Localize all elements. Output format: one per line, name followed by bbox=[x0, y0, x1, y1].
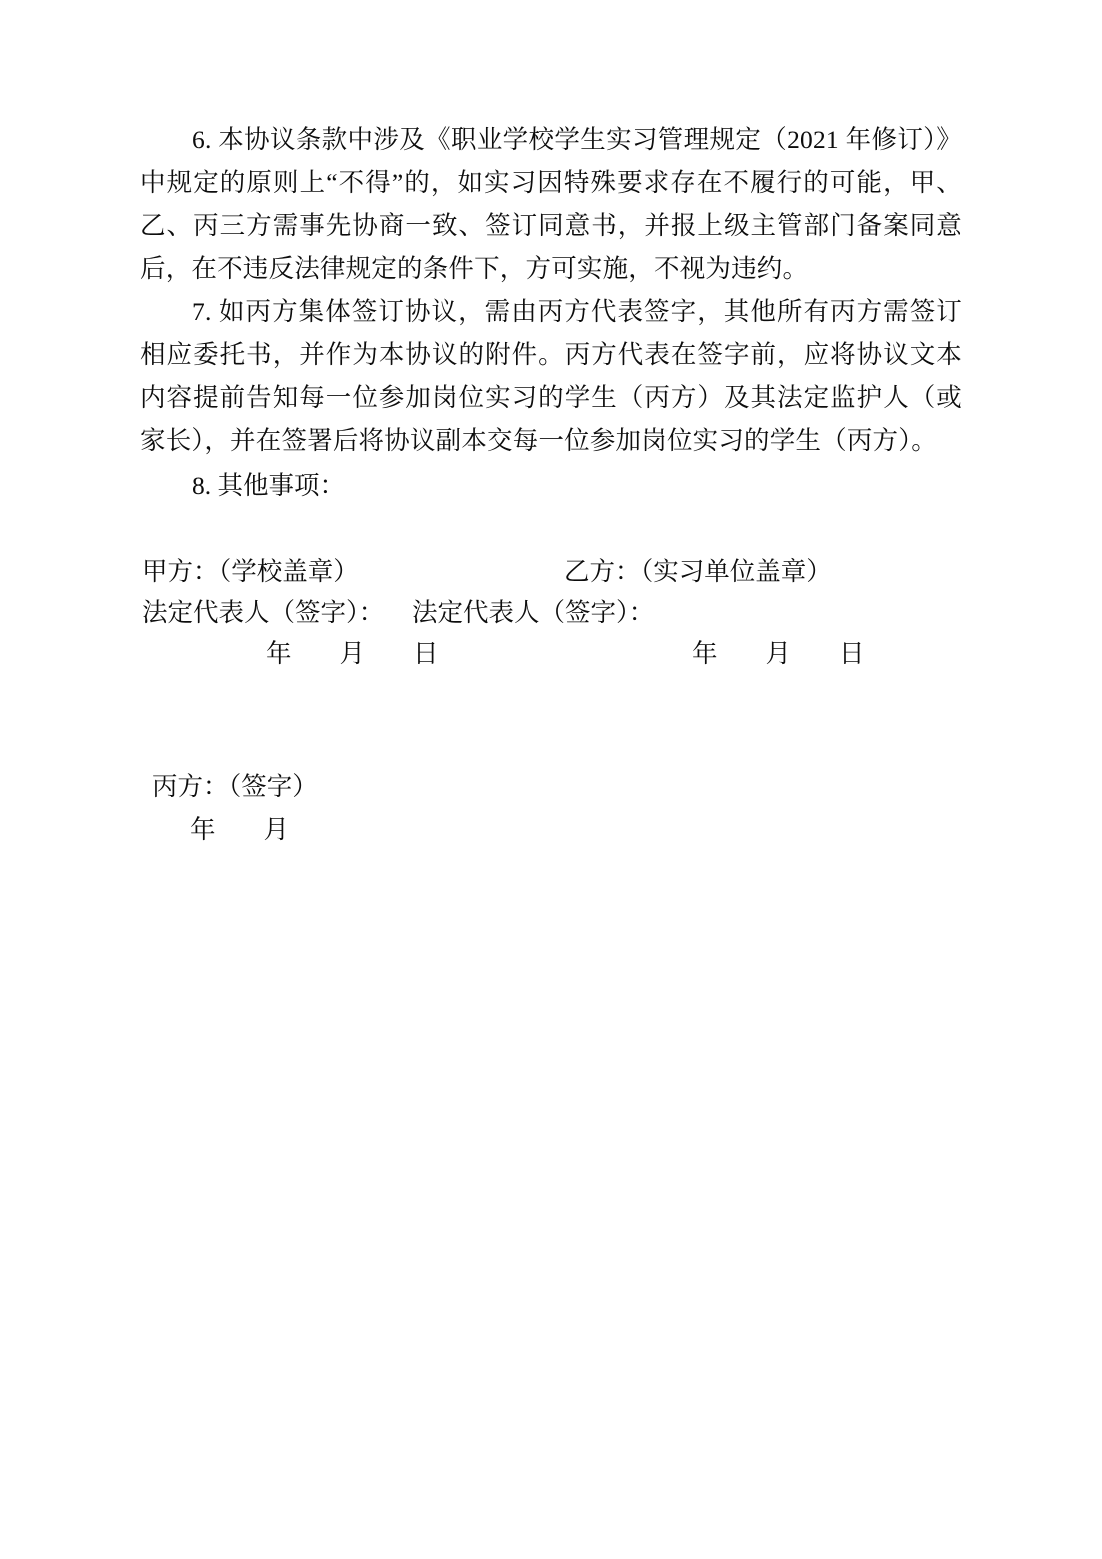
signature-block bbox=[140, 551, 962, 851]
party-a-seal-label: 甲方：（学校盖章） bbox=[142, 557, 359, 586]
party-b-representative-label: 法定代表人（签字）： bbox=[412, 598, 655, 627]
paragraph-8-other-matters: 8. 其他事项： bbox=[192, 471, 346, 500]
party-a-representative-label: 法定代表人（签字）： bbox=[142, 598, 385, 627]
party-b-date-day: 日 bbox=[839, 639, 865, 668]
party-a-date-month: 月 bbox=[339, 639, 366, 668]
party-c-date-row bbox=[140, 808, 962, 851]
party-c-date-month: 月 bbox=[263, 815, 290, 844]
party-b-seal-label: 乙方：（实习单位盖章） bbox=[564, 557, 832, 586]
signature-dates-row bbox=[140, 633, 962, 677]
document-body bbox=[140, 118, 962, 851]
party-a-date bbox=[266, 633, 439, 674]
party-c-date-year: 年 bbox=[190, 815, 216, 844]
signature-representatives-row bbox=[140, 592, 962, 633]
party-a-date-year: 年 bbox=[266, 639, 292, 668]
party-c-date bbox=[190, 815, 289, 844]
paragraph-6: 6. 本协议条款中涉及《职业学校学生实习管理规定（2021 年修订）》中规定的原则上“不得”的，如实习因特殊要求存在不履行的可能，甲、乙、丙三方需事先协商一致、签订同意书，并报上级主管部门备案同意后，在不违反法律规定的条件下，方可实施，不视为违约。 bbox=[140, 125, 962, 283]
paragraph-7: 7. 如丙方集体签订协议，需由丙方代表签字，其他所有丙方需签订相应委托书，并作为本协议的附件。丙方代表在签字前，应将协议文本内容提前告知每一位参加岗位实习的学生（丙方）及其法定监护人（或家长），并在签署后将协议副本交每一位参加岗位实习的学生（丙方）。 bbox=[140, 297, 962, 455]
party-b-date bbox=[692, 633, 865, 674]
party-a-date-day: 日 bbox=[413, 639, 439, 668]
party-c-block bbox=[140, 765, 962, 851]
party-c-row bbox=[140, 765, 962, 808]
party-b-date-year: 年 bbox=[692, 639, 718, 668]
party-c-signature-label: 丙方：（签字） bbox=[152, 772, 318, 801]
party-b-date-month: 月 bbox=[765, 639, 792, 668]
signature-parties-row bbox=[140, 551, 962, 592]
